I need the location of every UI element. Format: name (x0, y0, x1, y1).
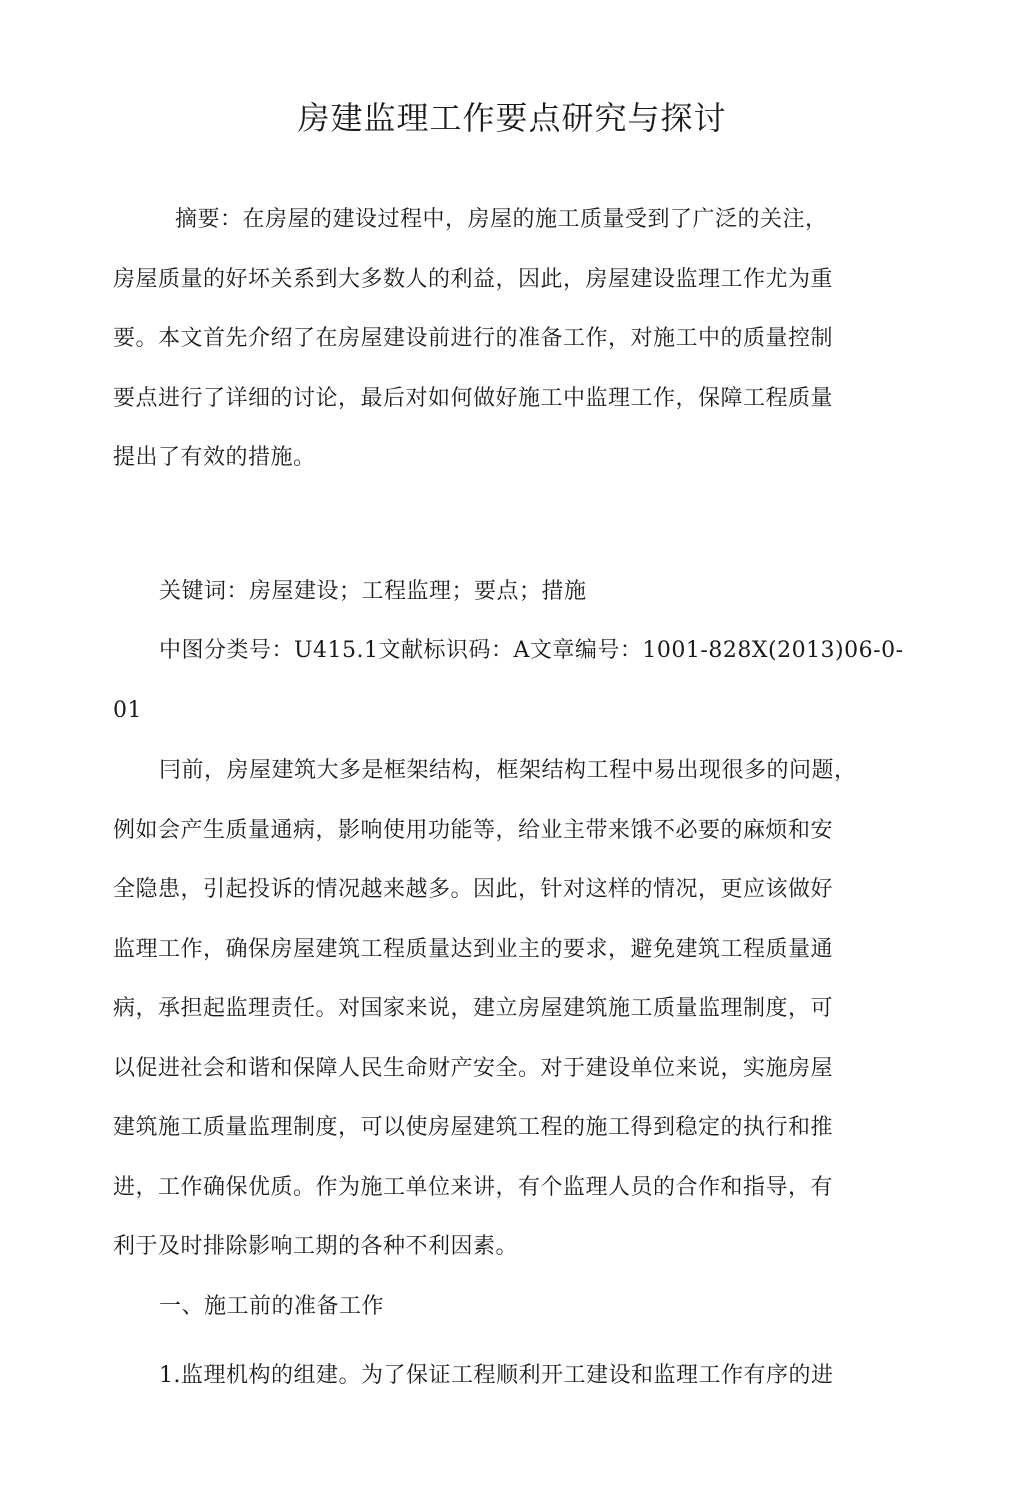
abstract-line: 要点进行了详细的讨论，最后对如何做好施工中监理工作，保障工程质量 (113, 385, 834, 411)
abstract-line: 要。本文首先介绍了在房屋建设前进行的准备工作，对施工中的质量控制 (113, 326, 834, 351)
abstract-paragraph (113, 190, 903, 488)
body-line: 监理工作，确保房屋建筑工程质量达到业主的要求，避免建筑工程质量通 (113, 936, 834, 962)
subsection-line: 1.监理机构的组建。为了保证工程顺利开工建设和监理工作有序的进 (159, 1363, 834, 1388)
body-line: 全隐患，引起投诉的情况越来越多。因此，针对这样的情况，更应该做好 (113, 877, 834, 902)
body-line: 以促进社会和谐和保障人民生命财产安全。对于建设单位来说，实施房屋 (113, 1055, 834, 1081)
subsection-paragraph (113, 1346, 903, 1406)
abstract-line: 房屋质量的好坏关系到大多数人的利益，因此，房屋建设监理工作尤为重 (113, 266, 834, 292)
body-line: 建筑施工质量监理制度，可以使房屋建筑工程的施工得到稳定的执行和推 (113, 1115, 834, 1140)
abstract-line: 提出了有效的措施。 (113, 445, 316, 470)
section-heading-paragraph (113, 1277, 903, 1337)
classification-line: 01 (113, 697, 142, 723)
document-title: 房建监理工作要点研究与探讨 (297, 99, 727, 137)
section-heading: 一、施工前的准备工作 (159, 1294, 385, 1319)
classification-paragraph (113, 621, 903, 740)
body-paragraph (113, 741, 903, 1277)
body-line: 病，承担起监理责任。对国家来说，建立房屋建筑施工质量监理制度，可 (113, 996, 834, 1021)
body-line: 冃前，房屋建筑大多是框架结构，框架结构工程中易出现很多的问题， (159, 758, 857, 783)
body-line: 进，工作确保优质。作为施工单位来讲，有个监理人员的合作和指导，有 (113, 1174, 834, 1200)
keywords-paragraph (113, 562, 903, 622)
body-line: 例如会产生质量通病，影响使用功能等，给业主带来饿不必要的麻烦和安 (113, 817, 834, 843)
keywords-line: 关键词：房屋建设；工程监理；要点；措施 (159, 579, 587, 604)
classification-line: 中图分类号：U415.1文献标识码：A文章编号：1001-828X(2013)06-0- (159, 638, 904, 663)
body-line: 利于及时排除影响工期的各种不利因素。 (113, 1234, 519, 1259)
abstract-line: 摘要：在房屋的建设过程中，房屋的施工质量受到了广泛的关注， (175, 207, 828, 232)
